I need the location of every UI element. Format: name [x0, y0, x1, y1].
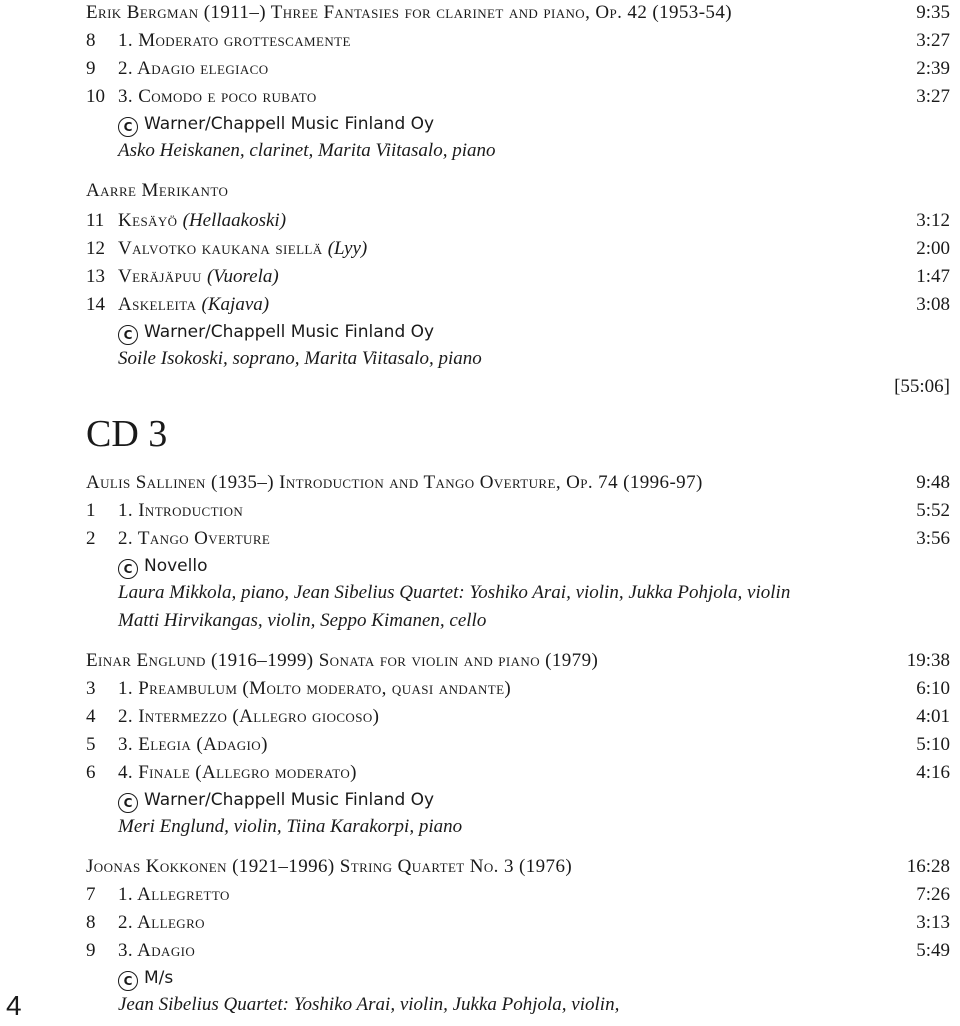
page-number: 4	[6, 990, 22, 1021]
track-row: 11 Kesäyö (Hellaakoski) 3:12	[86, 210, 950, 231]
track-row: 9 2. Adagio elegiaco 2:39	[86, 58, 950, 79]
copyright-icon: C	[118, 117, 138, 137]
track-row: 8 2. Allegro 3:13	[86, 912, 950, 933]
work-heading-kokkonen: Joonas Kokkonen (1921–1996) String Quartet No. 3 (1976) 16:28	[86, 856, 950, 877]
copyright-line: C Warner/Chappell Music Finland Oy	[118, 790, 434, 813]
cd-label: CD 3	[86, 413, 168, 455]
track-row: 12 Valvotko kaukana siellä (Lyy) 2:00	[86, 238, 950, 259]
track-row: 7 1. Allegretto 7:26	[86, 884, 950, 905]
performers: Matti Hirvikangas, violin, Seppo Kimanen, cello	[118, 610, 487, 631]
performers: Asko Heiskanen, clarinet, Marita Viitasalo, piano	[118, 140, 496, 161]
work-heading-englund: Einar Englund (1916–1999) Sonata for violin and piano (1979) 19:38	[86, 650, 950, 671]
work-heading-merikanto: Aarre Merikanto	[86, 180, 229, 201]
track-row: 1 1. Introduction 5:52	[86, 500, 950, 521]
performers: Jean Sibelius Quartet: Yoshiko Arai, violin, Jukka Pohjola, violin,	[118, 994, 620, 1015]
copyright-line: C Warner/Chappell Music Finland Oy	[118, 322, 434, 345]
track-row: 6 4. Finale (Allegro moderato) 4:16	[86, 762, 950, 783]
work-heading-bergman	[86, 2, 950, 30]
cd-total-duration: [55:06]	[894, 376, 950, 397]
track-row: 8 1. Moderato grottescamente 3:27	[86, 30, 950, 51]
track-row: 4 2. Intermezzo (Allegro giocoso) 4:01	[86, 706, 950, 727]
copyright-line: C M/s	[118, 968, 173, 991]
work-heading-sallinen: Aulis Sallinen (1935–) Introduction and Tango Overture, Op. 74 (1996-97) 9:48	[86, 472, 950, 493]
copyright-icon: C	[118, 559, 138, 579]
performers: Soile Isokoski, soprano, Marita Viitasalo, piano	[118, 348, 482, 369]
copyright-line: C Novello	[118, 556, 207, 579]
performers: Meri Englund, violin, Tiina Karakorpi, piano	[118, 816, 463, 837]
copyright-icon: C	[118, 793, 138, 813]
track-row: 3 1. Preambulum (Molto moderato, quasi andante) 6:10	[86, 678, 950, 699]
track-row: 13 Veräjäpuu (Vuorela) 1:47	[86, 266, 950, 287]
work-title: Erik Bergman (1911–) Three Fantasies for clarinet and piano, Op. 42 (1953-54)	[86, 2, 732, 23]
copyright-line: C Warner/Chappell Music Finland Oy	[118, 114, 434, 137]
performers: Laura Mikkola, piano, Jean Sibelius Quartet: Yoshiko Arai, violin, Jukka Pohjola, violin	[118, 582, 791, 603]
track-row: 2 2. Tango Overture 3:56	[86, 528, 950, 549]
track-row: 5 3. Elegia (Adagio) 5:10	[86, 734, 950, 755]
work-duration: 9:35	[916, 2, 950, 23]
track-row: 9 3. Adagio 5:49	[86, 940, 950, 961]
track-row: 10 3. Comodo e poco rubato 3:27	[86, 86, 950, 107]
track-row: 14 Askeleita (Kajava) 3:08	[86, 294, 950, 315]
copyright-icon: C	[118, 325, 138, 345]
copyright-icon: C	[118, 971, 138, 991]
